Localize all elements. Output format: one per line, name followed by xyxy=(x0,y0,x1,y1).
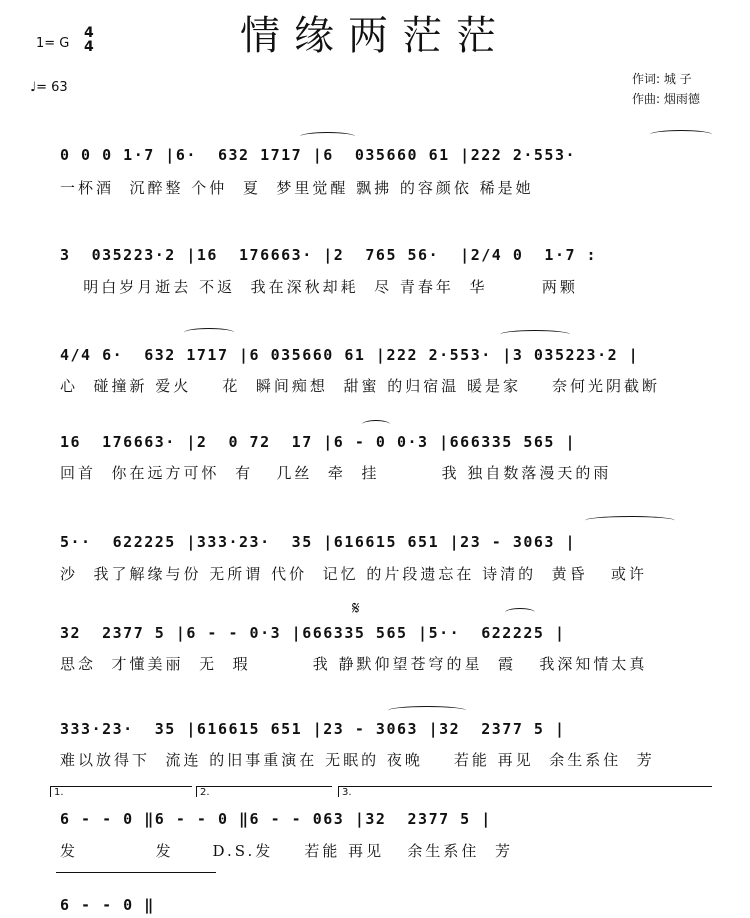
time-signature-top: 4 xyxy=(84,25,94,41)
tie-mark xyxy=(362,420,390,429)
song-title: 情缘两茫茫 xyxy=(240,13,510,59)
bracket-line xyxy=(56,872,216,873)
lyrics-row-2: 明白岁月逝去 不返 我在深秋却耗 尽 青春年 华 两颗 xyxy=(60,278,578,296)
time-signature xyxy=(84,26,94,54)
volta-3: 3. xyxy=(338,786,712,797)
key-signature: 1= G xyxy=(36,36,70,51)
notation-row-8: 6 - - 0 ‖6 - - 0 ‖6 - - 063 |32 2377 5 | xyxy=(60,810,492,828)
volta-1: 1. xyxy=(50,786,192,797)
time-signature-bottom: 4 xyxy=(84,39,94,55)
lyrics-row-8: 发 发 D.S.发 若能 再见 余生系住 芳 xyxy=(60,842,513,860)
notation-row-9: 6 - - 0 ‖ xyxy=(60,896,155,914)
tie-mark xyxy=(300,132,355,141)
segno-sign: 𝄋 xyxy=(352,598,360,619)
lyrics-row-3: 心 碰撞新 爱火 花 瞬间痴想 甜蜜 的归宿温 暖是家 奈何光阴截断 xyxy=(60,377,661,395)
lyrics-row-1: 一杯酒 沉醉整 个仲 夏 梦里觉醒 飘拂 的容颜依 稀是她 xyxy=(60,179,534,197)
tie-mark xyxy=(500,330,570,339)
lyrics-row-4: 回首 你在远方可怀 有 几丝 牵 挂 我 独自数落漫天的雨 xyxy=(60,464,612,482)
tie-mark xyxy=(505,608,535,617)
notation-row-3: 4/4 6· 632 1717 |6 035660 61 |222 2·553· |3 035223·2 | xyxy=(60,346,640,364)
notation-row-7: 333·23· 35 |616615 651 |23 - 3063 |32 2377 5 | xyxy=(60,720,566,738)
lyrics-row-7: 难以放得下 流连 的旧事重演在 无眠的 夜晚 若能 再见 余生系住 芳 xyxy=(60,751,655,769)
tie-mark xyxy=(184,328,234,337)
notation-row-6: 32 2377 5 |6 - - 0·3 |666335 565 |5·· 622225 | xyxy=(60,624,566,642)
tie-mark xyxy=(585,516,675,525)
tempo-marking: ♩= 63 xyxy=(30,80,68,95)
volta-2: 2. xyxy=(196,786,332,797)
notation-row-1: 0 0 0 1·7 |6· 632 1717 |6 035660 61 |222 2·553· xyxy=(60,146,587,164)
lyrics-row-5: 沙 我了解缘与份 无所谓 代价 记忆 的片段遗忘在 诗清的 黄昏 或许 xyxy=(60,565,647,583)
notation-row-2: 3 035223·2 |16 176663· |2 765 56· |2/4 0 1·7 : xyxy=(60,246,598,264)
lyricist-credit: 作词: 城 子 xyxy=(632,72,692,86)
tie-mark xyxy=(650,130,712,139)
tie-mark xyxy=(388,706,466,715)
lyrics-row-6: 思念 才懂美丽 无 瑕 我 静默仰望苍穹的星 霞 我深知情太真 xyxy=(60,655,648,673)
composer-credit: 作曲: 烟雨德 xyxy=(632,92,700,106)
notation-row-4: 16 176663· |2 0 72 17 |6 - 0 0·3 |666335 565 | xyxy=(60,433,577,451)
notation-row-5: 5·· 622225 |333·23· 35 |616615 651 |23 - 3063 | xyxy=(60,533,577,551)
